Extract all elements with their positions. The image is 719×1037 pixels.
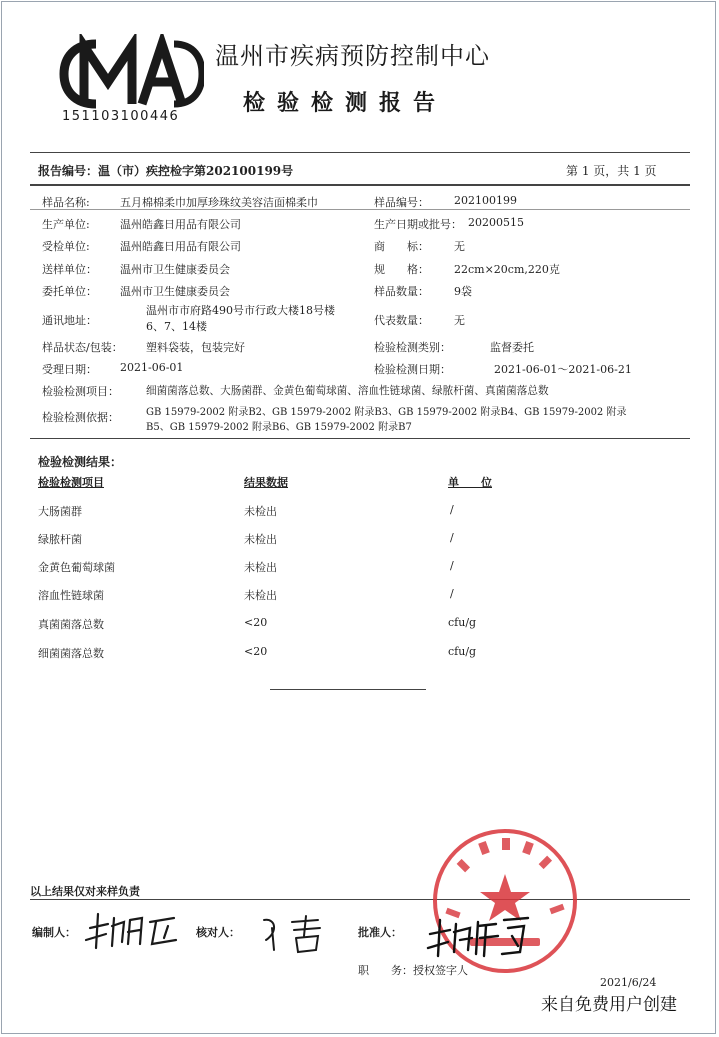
results-title: 检验检测结果： (38, 455, 123, 469)
page-frame (1, 1, 716, 1034)
qty-label: 样品数量： (374, 285, 429, 298)
result-value: 未检出 (244, 505, 277, 518)
editor-label: 编制人： (32, 926, 76, 939)
prod-date-label: 生产日期或批号： (374, 218, 462, 231)
end-line (270, 689, 426, 690)
result-unit: cfu/g (448, 616, 477, 629)
divider (30, 152, 690, 153)
client: 温州市卫生健康委员会 (120, 285, 230, 298)
address-line-1: 温州市市府路490号市行政大楼18号楼 (146, 304, 335, 317)
approver-label: 批准人： (358, 926, 402, 939)
inspected-label: 受检单位: (42, 240, 90, 253)
basis-line-1: GB 15979-2002 附录B2、GB 15979-2002 附录B3、GB 15979-2002 附录B4、GB 15979-2002 附录 (146, 407, 627, 418)
col-result-header: 结果数据 (244, 476, 288, 489)
checker-label: 核对人： (196, 926, 240, 939)
basis-label: 检验检测依据： (42, 411, 119, 424)
result-item: 真菌菌落总数 (38, 618, 104, 631)
rep-qty-label: 代表数量： (374, 314, 429, 327)
divider (30, 209, 690, 210)
test-date: 2021-06-01～2021-06-21 (494, 363, 632, 376)
producer-label: 生产单位: (42, 218, 90, 231)
report-title: 检验检测报告 (243, 90, 448, 116)
col-unit-header: 单 位 (448, 476, 492, 489)
sample-no-label: 样品编号： (374, 196, 429, 209)
report-number: 报告编号：温（市）疾控检字第202100199号 (38, 164, 294, 178)
recv-date-label: 受理日期： (42, 363, 97, 376)
result-item: 金黄色葡萄球菌 (38, 561, 115, 574)
inspected-unit: 温州皓鑫日用品有限公司 (120, 240, 241, 253)
sample-state: 塑料袋装，包装完好 (146, 341, 245, 354)
rep-qty: 无 (454, 314, 465, 327)
divider (30, 184, 690, 186)
report-date: 2021/6/24 (600, 976, 657, 989)
result-unit: / (450, 559, 454, 572)
result-unit: / (450, 531, 454, 544)
result-value: <20 (244, 616, 268, 629)
test-items: 细菌菌落总数、大肠菌群、金黄色葡萄球菌、溶血性链球菌、绿脓杆菌、真菌菌落总数 (146, 385, 549, 397)
sample-no: 202100199 (454, 194, 517, 207)
sender-label: 送样单位： (42, 263, 97, 276)
items-label: 检验检测项目： (42, 385, 119, 398)
result-item: 大肠菌群 (38, 505, 82, 518)
col-item-header: 检验检测项目 (38, 476, 104, 489)
page-info: 第 1 页，共 1 页 (566, 164, 657, 178)
divider (30, 438, 690, 439)
sender: 温州市卫生健康委员会 (120, 263, 230, 276)
address-line-2: 6、7、14楼 (146, 320, 207, 333)
sample-name: 五月棉棉柔巾加厚珍珠纹美容洁面棉柔巾 (120, 196, 318, 209)
test-type: 监督委托 (490, 341, 534, 354)
responsibility-note: 以上结果仅对来样负责 (30, 885, 140, 898)
test-date-label: 检验检测日期： (374, 363, 451, 376)
spec-label: 规 格： (374, 263, 429, 276)
prod-date: 20200515 (468, 216, 524, 229)
checker-signature (256, 910, 336, 954)
editor-signature (84, 908, 184, 952)
state-label: 样品状态/包装： (42, 341, 123, 354)
result-value: 未检出 (244, 561, 277, 574)
org-name: 温州市疾病预防控制中心 (215, 42, 490, 70)
result-item: 绿脓杆菌 (38, 533, 82, 546)
brand: 无 (454, 240, 465, 253)
approver-signature (424, 912, 534, 960)
sample-name-label: 样品名称: (42, 196, 90, 209)
client-label: 委托单位： (42, 285, 97, 298)
result-unit: cfu/g (448, 645, 477, 658)
producer: 温州皓鑫日用品有限公司 (120, 218, 241, 231)
result-item: 细菌菌落总数 (38, 647, 104, 660)
qty: 9袋 (454, 285, 472, 298)
brand-label: 商 标： (374, 240, 429, 253)
divider (30, 899, 690, 900)
result-value: 未检出 (244, 533, 277, 546)
result-item: 溶血性链球菌 (38, 589, 104, 602)
result-value: <20 (244, 645, 268, 658)
spec: 22cm×20cm,220克 (454, 263, 560, 276)
watermark-text: 来自免费用户创建 (541, 995, 677, 1015)
signatory-position: 职 务：授权签字人 (358, 964, 468, 977)
result-value: 未检出 (244, 589, 277, 602)
cma-cert-number: 151103100446 (62, 109, 180, 124)
result-unit: / (450, 503, 454, 516)
test-type-label: 检验检测类别： (374, 341, 451, 354)
basis-line-2: B5、GB 15979-2002 附录B6、GB 15979-2002 附录B7 (146, 422, 412, 433)
result-unit: / (450, 587, 454, 600)
cma-logo (56, 34, 204, 114)
address-label: 通讯地址： (42, 314, 97, 327)
recv-date: 2021-06-01 (120, 361, 184, 374)
